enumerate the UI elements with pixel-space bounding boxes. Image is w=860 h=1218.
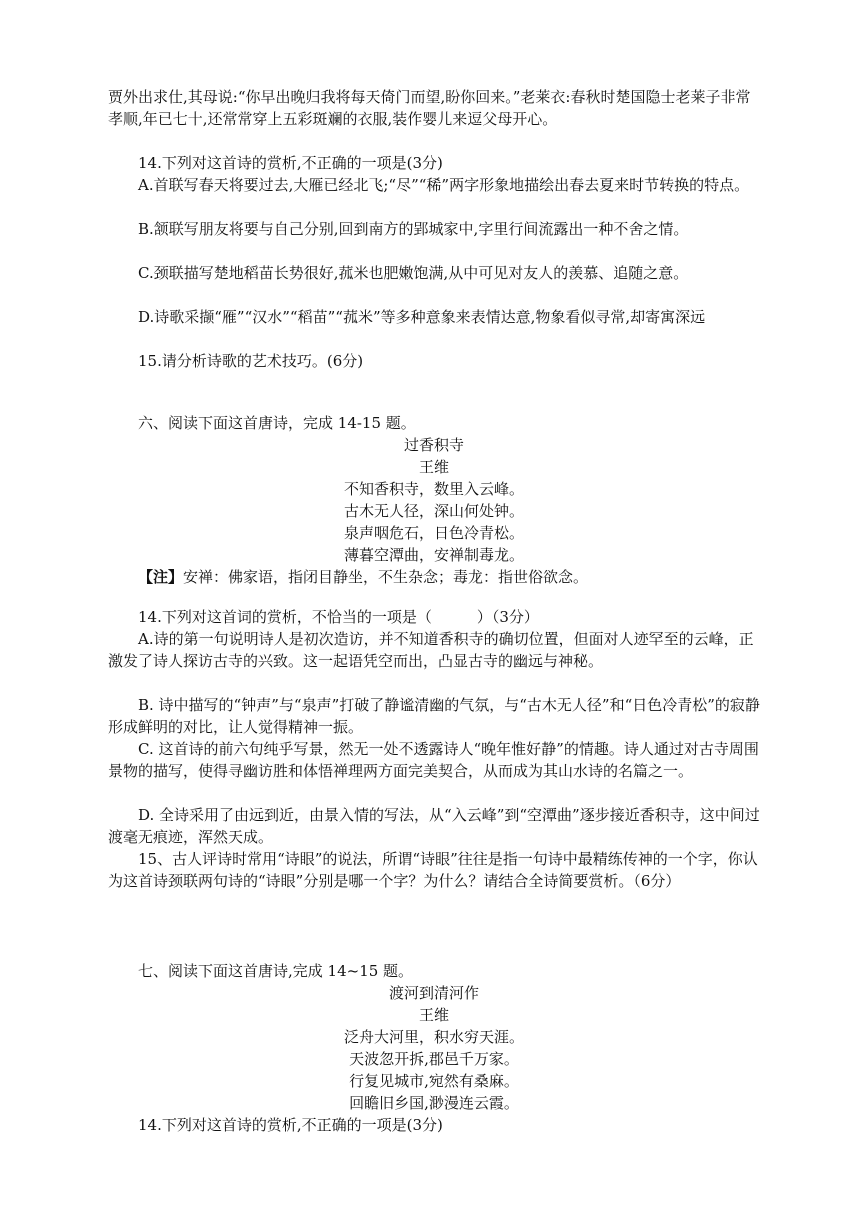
question-15-prompt: 15、古人评诗时常用“诗眼”的说法，所谓“诗眼”往往是指一句诗中最精练传神的一个字，你认为这首诗颈联两句诗的“诗眼”分别是哪一个字？为什么？请结合全诗简要赏析。（6分）: [108, 850, 758, 890]
option-b: B.颔联写朋友将要与自己分别,回到南方的郢城家中,字里行间流露出一种不舍之情。: [138, 220, 689, 238]
poem-note: [108, 566, 760, 588]
option-d: D.诗歌采撷“雁”“汉水”“稻苗”“菰米”等多种意象来表情达意,物象看似寻常,却寄寓深远: [138, 308, 706, 326]
question-14-prompt: 14.下列对这首诗的赏析,不正确的一项是(3分): [138, 154, 443, 172]
option-d: D. 全诗采用了由远到近，由景入情的写法，从“入云峰”到“空潭曲”逐步接近香积寺，这中间过渡毫无痕迹，浑然天成。: [108, 806, 760, 846]
poem-title: 渡河到清河作: [388, 984, 479, 1002]
option-a: A.诗的第一句说明诗人是初次造访，并不知道香积寺的确切位置，但面对人迹罕至的云峰，正激发了诗人探访古寺的兴致。这一起语凭空而出，凸显古寺的幽远与神秘。: [108, 630, 754, 670]
question-14-prompt: 14.下列对这首诗的赏析,不正确的一项是(3分): [138, 1116, 443, 1134]
poem-author: 王维: [418, 1006, 449, 1024]
option-b: B. 诗中描写的“钟声”与“泉声”打破了静谧清幽的气氛，与“古木无人径”和“日色冷青松”的寂静形成鲜明的对比，让人觉得精神一振。: [108, 696, 760, 736]
poem-line: 古木无人径，深山何处钟。: [343, 502, 524, 520]
option-c: C. 这首诗的前六句纯乎写景，然无一处不透露诗人“晚年惟好静”的情趣。诗人通过对古寺周围景物的描写，使得寻幽访胜和体悟禅理两方面完美契合，从而成为其山水诗的名篇之一。: [108, 740, 759, 780]
poem-line: 行复见城市,宛然有桑麻。: [349, 1072, 519, 1090]
note-label: 【注】: [138, 568, 184, 586]
poem-title: 过香积寺: [403, 436, 464, 454]
poem-line: 不知香积寺，数里入云峰。: [343, 480, 524, 498]
section-6-heading: 六、阅读下面这首唐诗，完成 14-15 题。: [138, 414, 416, 432]
poem-line: 泉声咽危石，日色冷青松。: [343, 524, 524, 542]
question-15-prompt: 15.请分析诗歌的艺术技巧。(6分): [138, 352, 364, 370]
poem-author: 王维: [418, 458, 449, 476]
note-text: 安禅：佛家语，指闭目静坐，不生杂念；毒龙：指世俗欲念。: [183, 568, 589, 586]
section-7-heading: 七、阅读下面这首唐诗,完成 14~15 题。: [138, 962, 414, 980]
poem-line: 薄暮空潭曲，安禅制毒龙。: [343, 546, 524, 564]
option-c: C.颈联描写楚地稻苗长势很好,菰米也肥嫩饱满,从中可见对友人的羡慕、追随之意。: [138, 264, 689, 282]
poem-line: 天波忽开拆,郡邑千万家。: [349, 1050, 519, 1068]
poem-line: 回瞻旧乡国,渺漫连云霞。: [349, 1094, 519, 1112]
question-14-prompt: 14.下列对这首词的赏析，不恰当的一项是（ ）（3分）: [138, 608, 539, 626]
intro-paragraph: 贾外出求仕,其母说:“你早出晚归我将每天倚门而望,盼你回来。”老莱衣:春秋时楚国隐士老莱子非常孝顺,年已七十,还常常穿上五彩斑斓的衣服,装作婴儿来逗父母开心。: [108, 88, 751, 128]
option-a: A.首联写春天将要过去,大雁已经北飞;“尽”“稀”两字形象地描绘出春去夏来时节转换的特点。: [138, 176, 750, 194]
poem-line: 泛舟大河里，积水穷天涯。: [343, 1028, 524, 1046]
